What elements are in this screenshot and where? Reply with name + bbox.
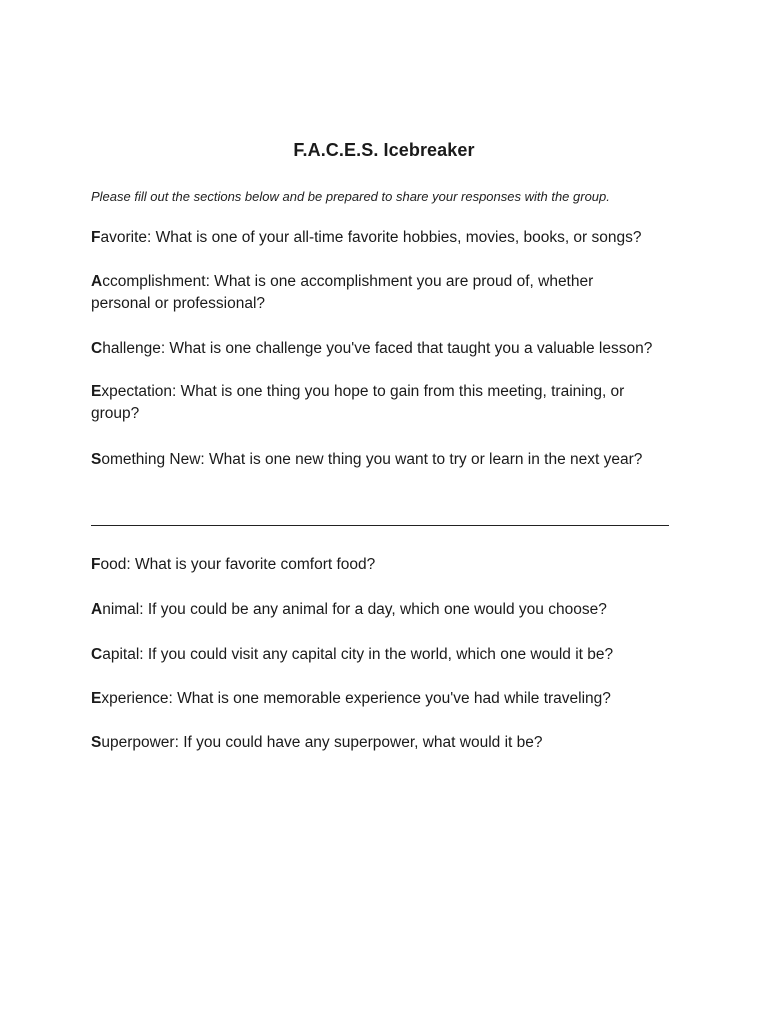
section-two-item-food bbox=[91, 554, 691, 576]
item-initial-letter: F bbox=[91, 229, 101, 246]
item-question: uperpower: If you could have any superpower, what would it be? bbox=[101, 734, 543, 751]
section-one-item-favorite bbox=[91, 227, 691, 249]
item-question: xpectation: What is one thing you hope to gain from this meeting, training, or group? bbox=[91, 383, 625, 422]
item-initial-letter: E bbox=[91, 383, 102, 400]
item-initial-letter: F bbox=[91, 556, 101, 573]
item-question: ood: What is your favorite comfort food? bbox=[100, 556, 376, 573]
item-initial-letter: C bbox=[91, 646, 103, 663]
item-initial-letter: A bbox=[91, 601, 103, 618]
item-question: nimal: If you could be any animal for a day, which one would you choose? bbox=[102, 601, 607, 618]
section-divider-line bbox=[91, 525, 669, 526]
document-title: F.A.C.E.S. Icebreaker bbox=[293, 140, 475, 160]
section-one-item-accomplishment bbox=[91, 271, 651, 315]
item-initial-letter: S bbox=[91, 734, 102, 751]
item-initial-letter: C bbox=[91, 340, 103, 357]
item-question: apital: If you could visit any capital city in the world, which one would it be? bbox=[102, 646, 614, 663]
section-one-item-expectation bbox=[91, 381, 671, 425]
item-question: omething New: What is one new thing you want to try or learn in the next year? bbox=[101, 451, 643, 468]
section-two-item-animal bbox=[91, 599, 691, 621]
section-two-item-superpower bbox=[91, 732, 691, 754]
item-initial-letter: S bbox=[91, 451, 102, 468]
item-question: avorite: What is one of your all-time favorite hobbies, movies, books, or songs? bbox=[100, 229, 642, 246]
section-two-item-capital bbox=[91, 644, 691, 666]
item-initial-letter: E bbox=[91, 690, 102, 707]
section-one-item-challenge bbox=[91, 338, 691, 360]
item-initial-letter: A bbox=[91, 273, 103, 290]
section-one-item-something-new bbox=[91, 449, 711, 471]
item-question: xperience: What is one memorable experience you've had while traveling? bbox=[101, 690, 611, 707]
instructions-text: Please fill out the sections below and be prepared to share your responses with the group. bbox=[91, 189, 610, 204]
section-two-item-experience bbox=[91, 688, 691, 710]
item-question: ccomplishment: What is one accomplishment you are proud of, whether personal or professional? bbox=[91, 273, 594, 312]
item-question: hallenge: What is one challenge you've faced that taught you a valuable lesson? bbox=[102, 340, 653, 357]
